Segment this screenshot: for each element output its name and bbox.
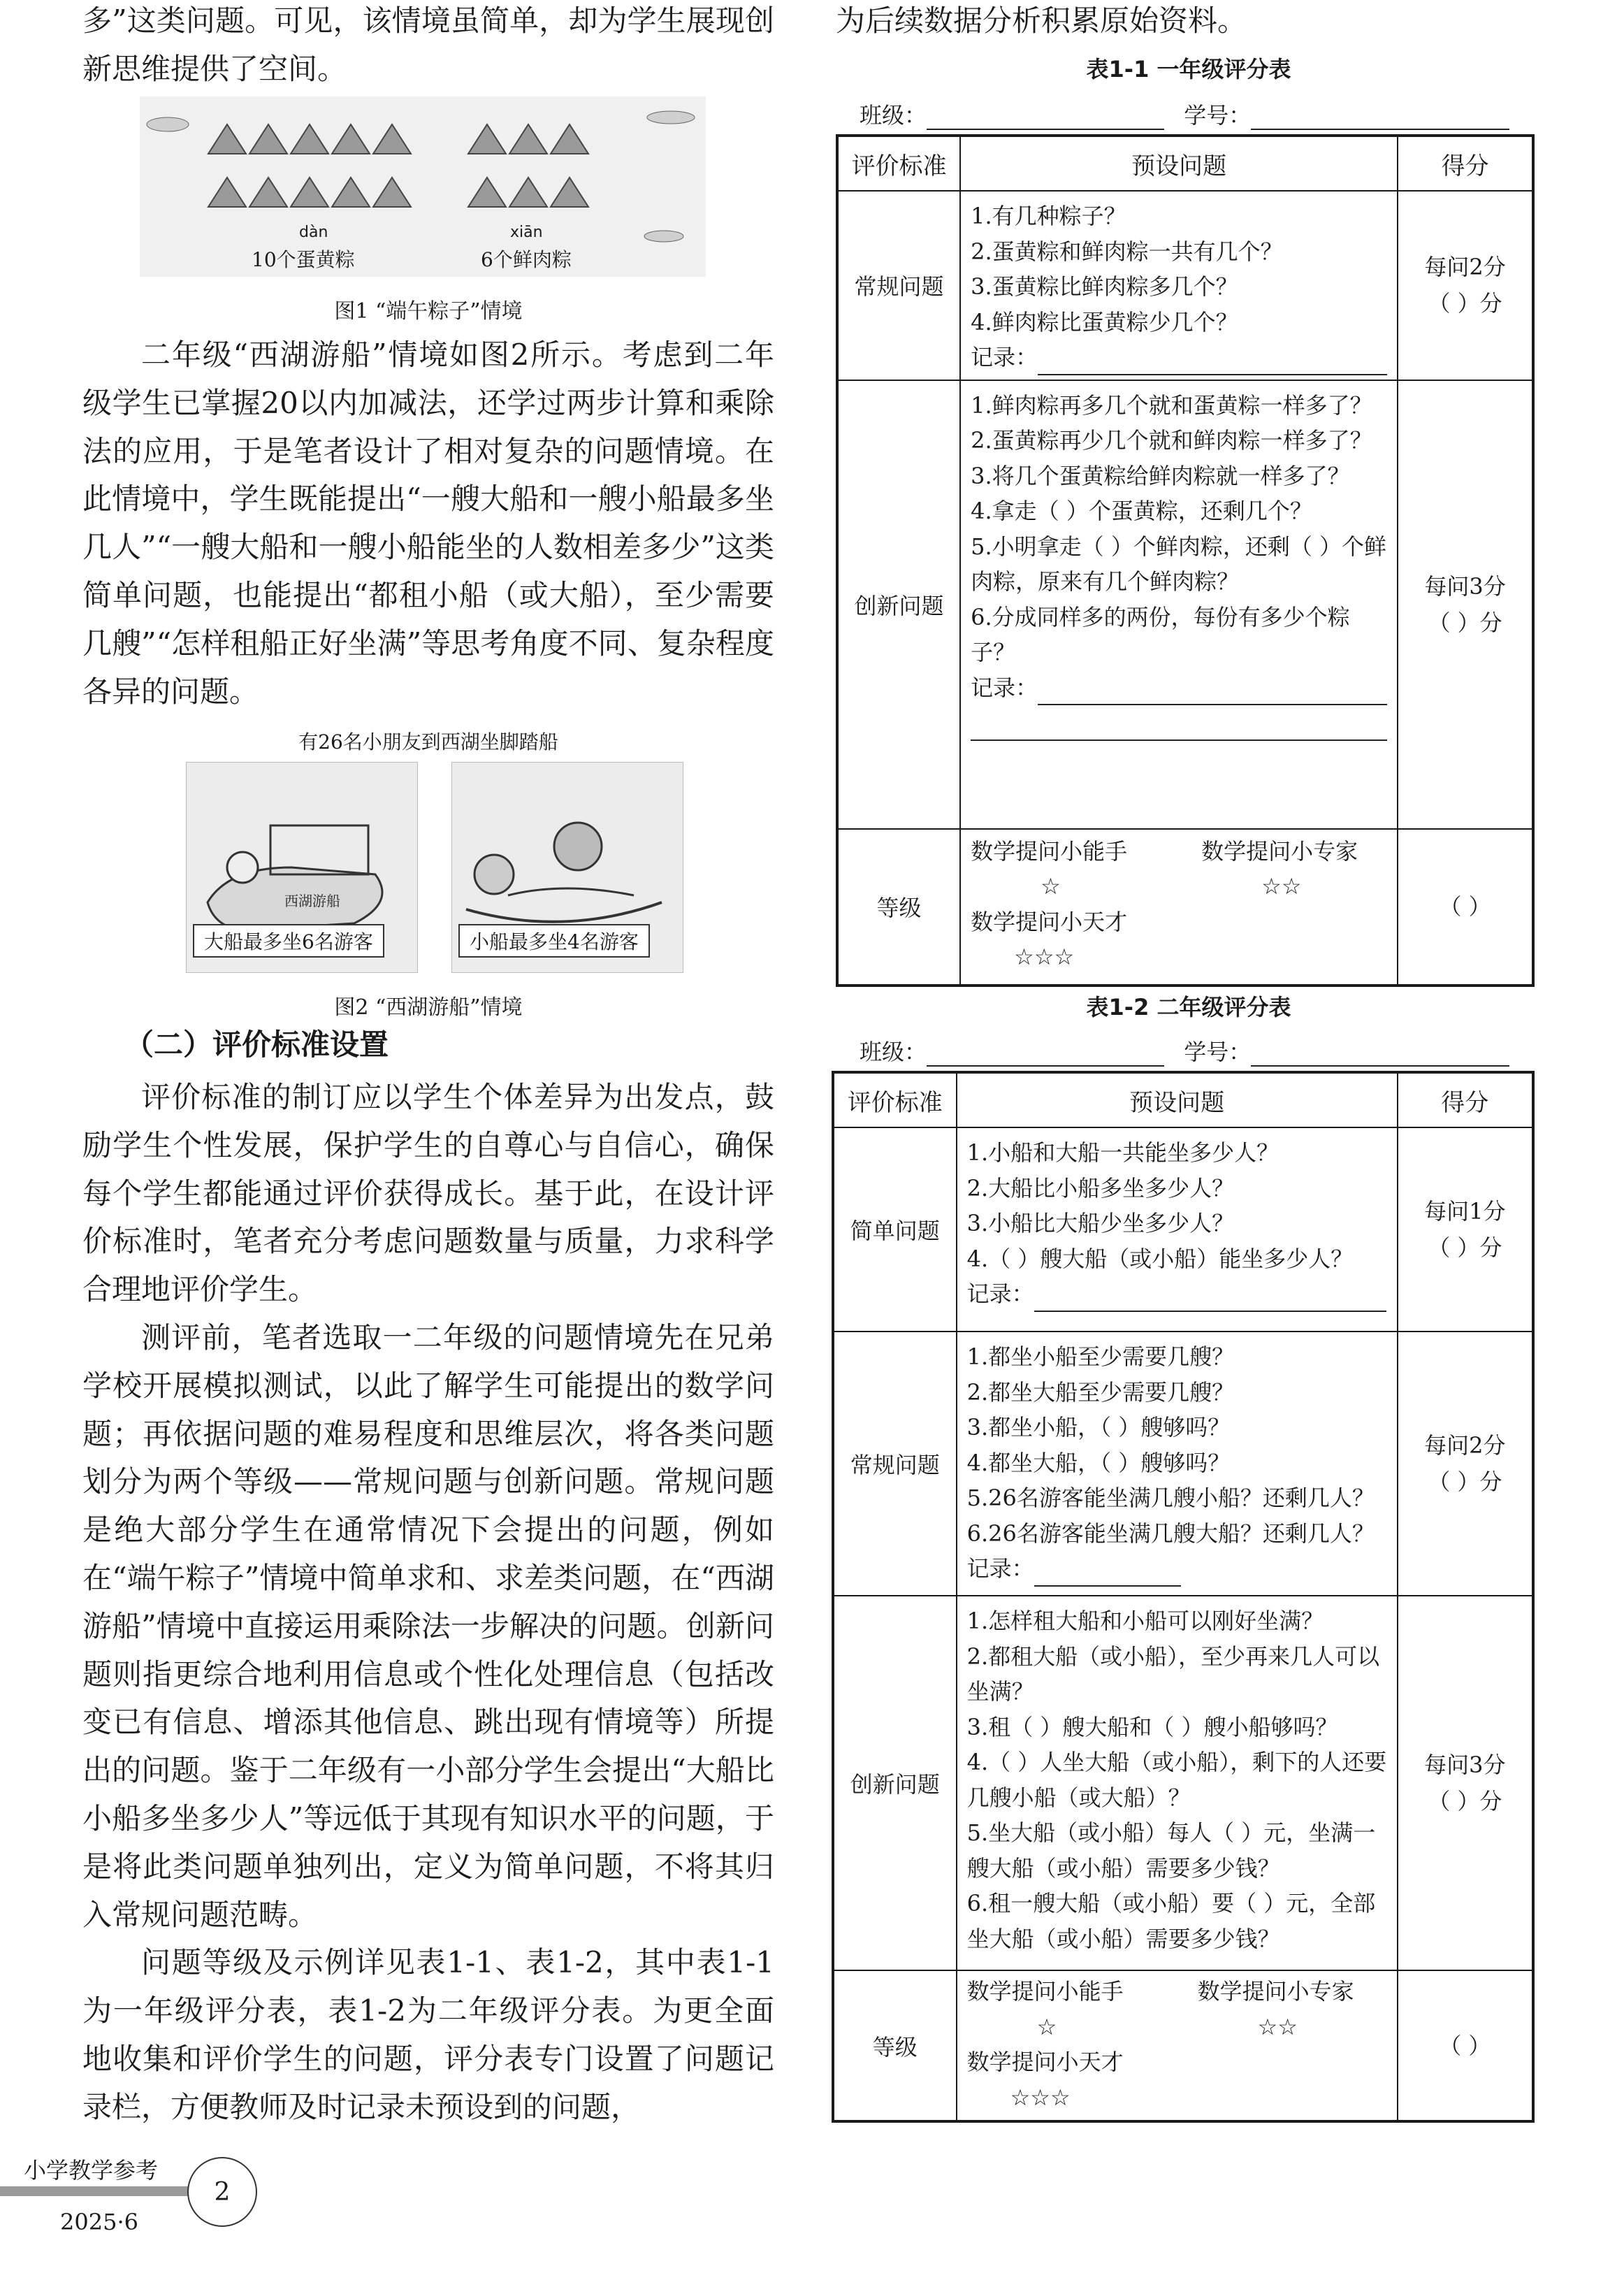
table2-row3-questions [957, 1596, 1398, 1970]
question: 2.蛋黄粽和鲜肉粽一共有几个？ [971, 238, 1283, 265]
level-3-label: 数学提问小天才 [971, 908, 1128, 935]
score-blank: （ ）分 [1428, 609, 1502, 636]
score-rule: 每问2分 [1424, 254, 1506, 281]
table2-row3-score [1398, 1596, 1533, 1970]
question: 6.分成同样多的两份，每份有多少个粽子？ [971, 603, 1350, 665]
pinyin-dan: dàn [299, 224, 328, 241]
figure-2 [82, 727, 774, 980]
table2-title: 表1-2 二年级评分表 [1086, 994, 1291, 1020]
question: 1.都坐小船至少需要几艘？ [966, 1343, 1235, 1370]
level-2-label: 数学提问小专家 [1197, 1978, 1354, 2005]
score-blank: （ ）分 [1428, 1788, 1502, 1814]
level-2-stars: ☆☆ [1261, 873, 1302, 900]
record-label: 记录： [971, 674, 1038, 701]
question: 3.租（ ）艘大船和（ ）艘小船够吗？ [966, 1713, 1338, 1740]
question: 4.拿走（ ）个蛋黄粽，还剩几个？ [971, 498, 1312, 524]
issue-date: 2025·6 [60, 2209, 138, 2235]
journal-name: 小学教学参考 [24, 2157, 159, 2184]
section-heading: （二）评价标准设置 [124, 1027, 389, 1062]
table1-header-criteria: 评价标准 [837, 136, 960, 191]
question: 2.大船比小船多坐多少人？ [966, 1174, 1235, 1202]
id-blank [1251, 129, 1509, 130]
record-label: 记录： [966, 1280, 1034, 1307]
question: 2.都坐大船至少需要几艘？ [966, 1378, 1235, 1406]
table1-row2-score [1398, 380, 1533, 829]
table1-level-cell [960, 829, 1398, 986]
table2-row1-questions [957, 1127, 1398, 1332]
record-line-2 [971, 705, 1389, 741]
table2-id-label: 学号： [1184, 1039, 1252, 1065]
level-3-stars: ☆☆☆ [1010, 2084, 1071, 2111]
table1-level-score: （ ） [1398, 829, 1533, 986]
figure-1-caption: 图1 “端午粽子”情境 [334, 299, 523, 324]
score-rule: 每问3分 [1424, 1752, 1506, 1778]
grade2-paragraph: 二年级“西湖游船”情境如图2所示。考虑到二年级学生已掌握20以内加减法，还学过两步计算和乘除法的应用，于是笔者设计了相对复杂的问题情境。在此情境中，学生既能提出“一艘大船和一艘小船最多坐几人”“一艘大船和一艘小船能坐的人数相差多少”这类简单问题，也能提出“都租小船（或大船），至少需要几艘”“怎样租船正好坐满”等思考角度不同、复杂程度各异的问题。 [82, 338, 774, 709]
label-fresh-meat: 6个鲜肉粽 [481, 248, 572, 271]
table1-row1-questions [960, 191, 1398, 380]
question: 1.怎样租大船和小船可以刚好坐满？ [966, 1608, 1324, 1634]
table1-class-label: 班级： [860, 102, 927, 129]
level-1-label: 数学提问小能手 [966, 1978, 1124, 2005]
table2-meta [860, 1034, 1509, 1067]
question: 5.26名游客能坐满几艘小船？还剩几人？ [966, 1485, 1375, 1511]
question: 3.蛋黄粽比鲜肉粽多几个？ [971, 273, 1238, 300]
score-rule: 每问3分 [1424, 572, 1506, 600]
right-top-line: 为后续数据分析积累原始资料。 [836, 3, 1247, 38]
table1-row2-criteria: 创新问题 [837, 380, 960, 829]
question: 3.小船比大船少坐多少人？ [966, 1210, 1235, 1236]
score-blank: （ ）分 [1428, 1234, 1502, 1261]
question-text: 6.26名游客能坐满几艘大船？还剩几人？ [966, 1520, 1375, 1547]
table1-id-label: 学号： [1184, 102, 1252, 129]
table2-row3-criteria: 创新问题 [833, 1596, 957, 1970]
table1-meta [860, 98, 1509, 130]
table2-row2-questions [957, 1332, 1398, 1596]
boat-name-text: 西湖游船 [284, 893, 340, 909]
figure-2-title: 有26名小朋友到西湖坐脚踏船 [298, 730, 558, 753]
standard-paragraph-3: 问题等级及示例详见表1-1、表1-2，其中表1-1为一年级评分表，表1-2为二年级评分表。为更全面地收集和评价学生的问题，评分表专门设置了问题记录栏，方便教师及时记录未预设到的问题， [82, 1945, 774, 2124]
question: 1.有几种粽子？ [971, 203, 1126, 229]
level-1-stars: ☆ [1036, 2013, 1057, 2040]
page-number: 2 [187, 2157, 257, 2227]
record-line [971, 670, 1389, 706]
level-3-label: 数学提问小天才 [966, 2049, 1124, 2075]
score-rule: 每问2分 [1424, 1432, 1506, 1459]
level-2-label: 数学提问小专家 [1201, 837, 1358, 865]
table2-header-criteria: 评价标准 [833, 1072, 957, 1127]
table1-row2-questions [960, 380, 1398, 829]
standard-paragraph-2: 测评前，笔者选取一二年级的问题情境先在兄弟学校开展模拟测试，以此了解学生可能提出的数学问题；再依据问题的难易程度和思维层次，将各类问题划分为两个等级——常规问题与创新问题。常规问题是绝大部分学生在通常情况下会提出的问题，例如在“端午粽子”情境中简单求和、求差类问题，在“西湖游船”情境中直接运用乘除法一步解决的问题。创新问题则指更综合地利用信息或个性化处理信息（包括改变已有信息、增添其他信息、跳出现有情境等）所提出的问题。鉴于二年级有一小部分学生会提出“大船比小船多坐多少人”等远低于其现有知识水平的问题，于是将此类问题单独列出，定义为简单问题，不将其归入常规问题范畴。 [82, 1320, 774, 1932]
class-blank [927, 129, 1164, 130]
table1-row1-criteria: 常规问题 [837, 191, 960, 380]
table2-level-score: （ ） [1398, 1970, 1533, 2121]
table1-header-questions: 预设问题 [960, 136, 1398, 191]
table2-row1-score [1398, 1127, 1533, 1332]
question: 3.将几个蛋黄粽给鲜肉粽就一样多了？ [971, 462, 1350, 489]
score-blank: （ ）分 [1428, 290, 1502, 317]
zongzi-illustration [140, 96, 706, 277]
table2-level-cell [957, 1970, 1398, 2121]
score-blank: （ ）分 [1428, 1469, 1502, 1495]
footer-bar [0, 2186, 210, 2196]
level-2-stars: ☆☆ [1257, 2013, 1298, 2040]
record-label: 记录： [966, 1555, 1034, 1582]
table2-header-score: 得分 [1398, 1072, 1533, 1127]
question: 3.都坐小船，（ ）艘够吗？ [966, 1414, 1231, 1441]
level-1-label: 数学提问小能手 [971, 837, 1128, 865]
table1-level-criteria: 等级 [837, 829, 960, 986]
question: 4.（ ）人坐大船（或小船），剩下的人还要几艘小船（或大船）？ [966, 1749, 1387, 1811]
table2-row2-score [1398, 1332, 1533, 1596]
table2-row1-criteria: 简单问题 [833, 1127, 957, 1332]
question: 6.租一艘大船（或小船）要（ ）元，全部坐大船（或小船）需要多少钱？ [966, 1890, 1376, 1952]
id-blank [1251, 1065, 1509, 1067]
table2 [832, 1071, 1535, 2123]
table2-row2-criteria: 常规问题 [833, 1332, 957, 1596]
question: 5.坐大船（或小船）每人（ ）元，坐满一艘大船（或小船）需要多少钱？ [966, 1819, 1376, 1882]
table1-header-score: 得分 [1398, 136, 1533, 191]
record-label: 记录： [971, 344, 1038, 370]
table2-level-criteria: 等级 [833, 1970, 957, 2121]
table1-title: 表1-1 一年级评分表 [1086, 56, 1291, 82]
big-boat-capacity-box: 大船最多坐6名游客 [193, 924, 384, 958]
question: 1.小船和大船一共能坐多少人？ [966, 1139, 1279, 1166]
level-3-stars: ☆☆☆ [1014, 944, 1075, 970]
question: 5.小明拿走（ ）个鲜肉粽，还剩（ ）个鲜肉粽，原来有几个鲜肉粽？ [971, 533, 1387, 595]
table1-row1-score [1398, 191, 1533, 380]
question: 4.鲜肉粽比蛋黄粽少几个？ [971, 308, 1238, 335]
question: 4.都坐大船，（ ）艘够吗？ [966, 1449, 1231, 1476]
figure-2-caption: 图2 “西湖游船”情境 [334, 995, 523, 1020]
table2-header-questions: 预设问题 [957, 1072, 1398, 1127]
label-egg-yolk: 10个蛋黄粽 [252, 248, 355, 271]
question: 1.鲜肉粽再多几个就和蛋黄粽一样多了？ [971, 391, 1372, 419]
level-1-stars: ☆ [1041, 873, 1061, 900]
small-boat-capacity-box: 小船最多坐4名游客 [458, 924, 650, 958]
question: 2.都租大船（或小船），至少再来几人可以坐满？ [966, 1643, 1380, 1705]
question: 2.蛋黄粽再少几个就和鲜肉粽一样多了？ [971, 427, 1372, 454]
class-blank [927, 1065, 1164, 1067]
question [967, 1516, 1389, 1587]
pinyin-xian: xiān [510, 224, 543, 241]
table2-class-label: 班级： [860, 1039, 927, 1065]
score-rule: 每问1分 [1424, 1198, 1506, 1225]
figure-1 [140, 96, 706, 277]
intro-paragraph: 多”这类问题。可见，该情境虽简单，却为学生展现创新思维提供了空间。 [82, 3, 774, 86]
question: 4.（ ）艘大船（或小船）能坐多少人？ [966, 1245, 1354, 1272]
table1 [836, 134, 1535, 987]
record-line [967, 1276, 1389, 1312]
standard-paragraph-1: 评价标准的制订应以学生个体差异为出发点，鼓励学生个性发展，保护学生的自尊心与自信心，确保每个学生都能通过评价获得成长。基于此，在设计评价标准时，笔者充分考虑问题数量与质量，力求科学合理地评价学生。 [82, 1080, 774, 1307]
record-line [971, 340, 1389, 375]
